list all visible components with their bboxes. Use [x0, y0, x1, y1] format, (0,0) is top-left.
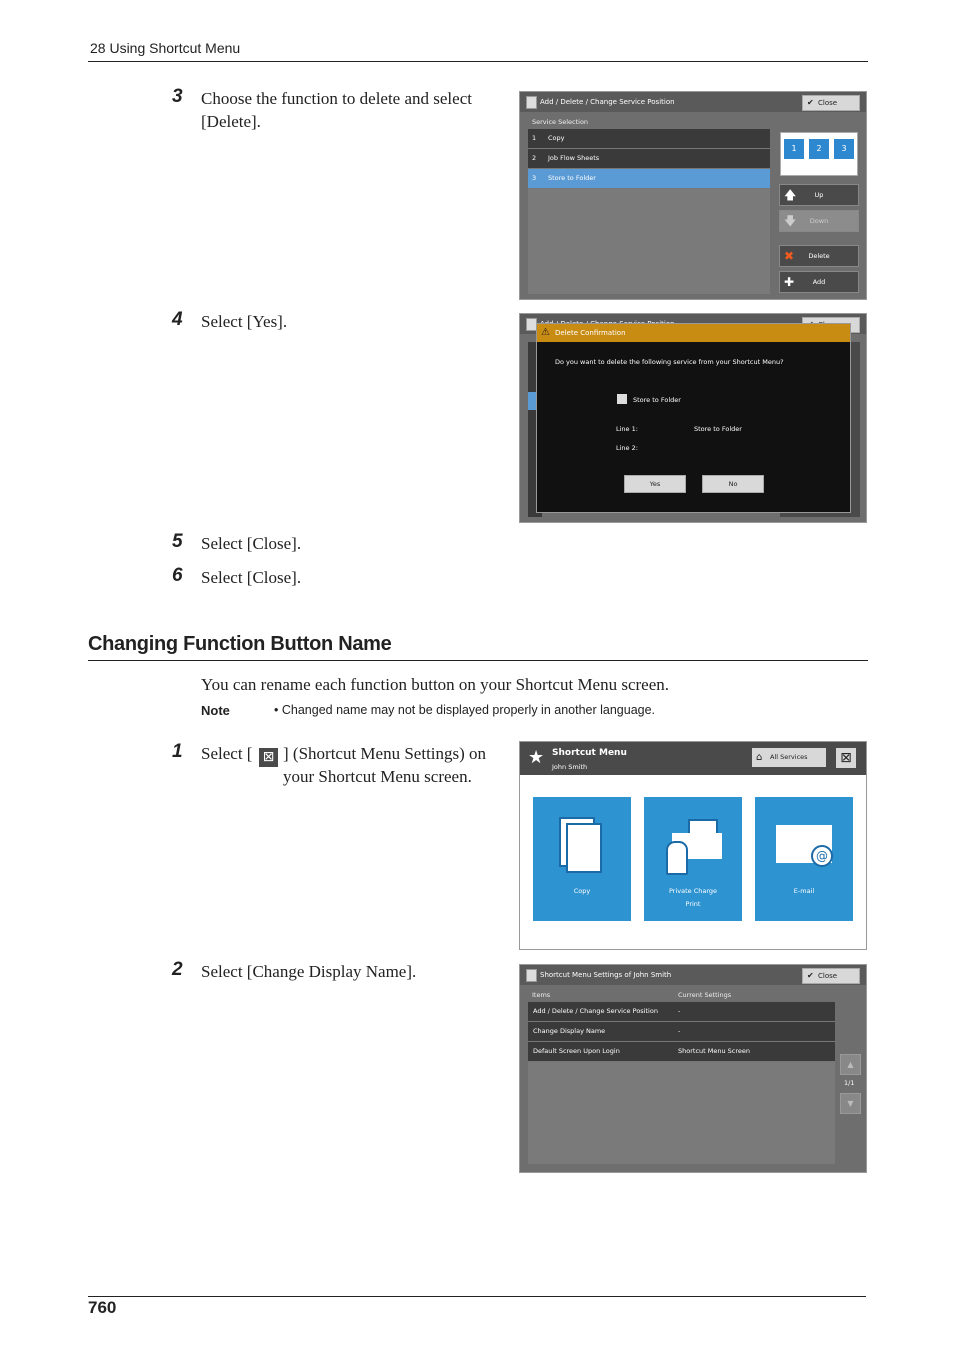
shortcut-menu-header [520, 742, 866, 775]
step-text: Select [Change Display Name]. [201, 962, 417, 981]
tile-label: Private Charge Print [668, 887, 718, 908]
screen-title: Shortcut Menu Settings of John Smith [540, 971, 672, 979]
arrow-up-icon: 🡅 [784, 188, 797, 202]
document-icon [526, 96, 537, 109]
shortcut-settings-button[interactable] [836, 748, 856, 768]
tile-label: E-mail [793, 887, 815, 895]
tile-label: Copy [573, 887, 591, 895]
screen-title: Add / Delete / Change Service Position [540, 98, 675, 106]
header-rule [88, 61, 868, 62]
section-rule [88, 660, 868, 661]
checkmark-icon: ✔ [807, 971, 814, 980]
close-button[interactable]: ✔ Close [802, 968, 860, 984]
page-indicator: 1/1 [844, 1079, 855, 1087]
step-number: 2 [172, 959, 183, 980]
step-number: 6 [172, 565, 183, 586]
list-item[interactable]: 2 Job Flow Sheets [528, 149, 770, 169]
line2-label: Line 2: [616, 444, 638, 452]
step-number: 3 [172, 86, 183, 107]
shortcut-menu-title: Shortcut Menu [552, 748, 627, 758]
up-button[interactable]: 🡅 Up [779, 184, 859, 206]
arrow-down-icon: ▼ [847, 1099, 854, 1108]
screen-title-bar [520, 965, 866, 985]
step-number: 4 [172, 309, 183, 330]
running-header: 28 Using Shortcut Menu [90, 40, 241, 56]
position-slot: 3 [834, 139, 854, 159]
settings-x-icon: ⊠ [840, 750, 852, 766]
list-item-selected[interactable]: 3 Store to Folder [528, 169, 770, 189]
service-name: Store to Folder [633, 396, 681, 404]
column-header-current: Current Settings [678, 991, 732, 999]
dialog-title: Delete Confirmation [555, 329, 626, 337]
private-charge-print-tile[interactable] [644, 797, 742, 921]
at-sign-icon: @ [811, 845, 833, 867]
column-header-items: Items [532, 991, 551, 999]
table-row[interactable]: Default Screen Upon Login Shortcut Menu Screen [528, 1042, 835, 1062]
step-text: Select [ [201, 744, 253, 763]
position-slot: 2 [809, 139, 829, 159]
home-icon: ⌂ [756, 752, 763, 763]
section-intro: You can rename each function button on your Shortcut Menu screen. [201, 675, 670, 694]
section-title: Changing Function Button Name [88, 633, 392, 655]
confirm-dialog [536, 323, 851, 513]
folder-icon [617, 394, 627, 404]
down-button[interactable]: 🡇 Down [779, 210, 859, 232]
step-text: Select [Yes]. [201, 312, 288, 331]
page-number: 760 [88, 1298, 117, 1317]
arrow-up-icon: ▲ [847, 1060, 854, 1069]
delete-confirmation-screen [519, 313, 867, 523]
arrow-down-icon: 🡇 [784, 214, 797, 228]
dialog-question: Do you want to delete the following service from your Shortcut Menu? [555, 358, 784, 366]
step-text-after: ] (Shortcut Menu Settings) on your Shortcut Menu screen. [283, 744, 487, 786]
note-text: • Changed name may not be displayed properly in another language. [274, 703, 656, 717]
step-text: Select [Close]. [201, 534, 302, 553]
shortcut-menu-screen [519, 741, 867, 950]
no-button[interactable]: No [702, 475, 764, 493]
table-row[interactable]: Add / Delete / Change Service Position - [528, 1002, 835, 1022]
note-label: Note [201, 703, 230, 718]
step-number: 5 [172, 531, 183, 552]
shortcut-settings-icon: ⊠ [259, 748, 278, 767]
close-button[interactable]: ✔ Close [802, 95, 860, 111]
copy-tile[interactable] [533, 797, 631, 921]
add-button[interactable]: ✚ Add [779, 271, 859, 293]
footer-rule [88, 1296, 866, 1297]
line1-label: Line 1: [616, 425, 638, 433]
line1-value: Store to Folder [694, 425, 742, 433]
user-name: John Smith [552, 763, 588, 771]
settings-list [528, 1002, 835, 1164]
screen-title-bar [520, 92, 866, 112]
yes-button[interactable]: Yes [624, 475, 686, 493]
all-services-button[interactable]: ⌂ All Services [752, 748, 826, 767]
section-label: Service Selection [532, 118, 589, 126]
plus-icon: ✚ [784, 275, 795, 289]
person-icon [666, 841, 688, 875]
copy-icon-front [566, 823, 602, 873]
position-preview [780, 132, 858, 176]
service-position-screen [519, 91, 867, 300]
table-row[interactable]: Change Display Name - [528, 1022, 835, 1042]
service-list [528, 129, 770, 294]
document-icon [526, 969, 537, 982]
dialog-title-bar [537, 324, 850, 342]
email-tile[interactable] [755, 797, 853, 921]
list-item[interactable]: 1 Copy [528, 129, 770, 149]
delete-button[interactable]: ✖ Delete [779, 245, 859, 267]
step-text: Select [Close]. [201, 568, 302, 587]
step-text: Choose the function to delete and select [Delete]. [201, 89, 472, 131]
warning-icon: ⚠ [541, 327, 550, 338]
shortcut-settings-screen [519, 964, 867, 1173]
scroll-down-button[interactable] [840, 1093, 861, 1114]
scroll-up-button[interactable] [840, 1054, 861, 1075]
checkmark-icon: ✔ [807, 98, 814, 107]
step-number: 1 [172, 741, 183, 762]
position-slot: 1 [784, 139, 804, 159]
star-icon: ★ [528, 747, 545, 768]
delete-x-icon: ✖ [784, 249, 795, 263]
